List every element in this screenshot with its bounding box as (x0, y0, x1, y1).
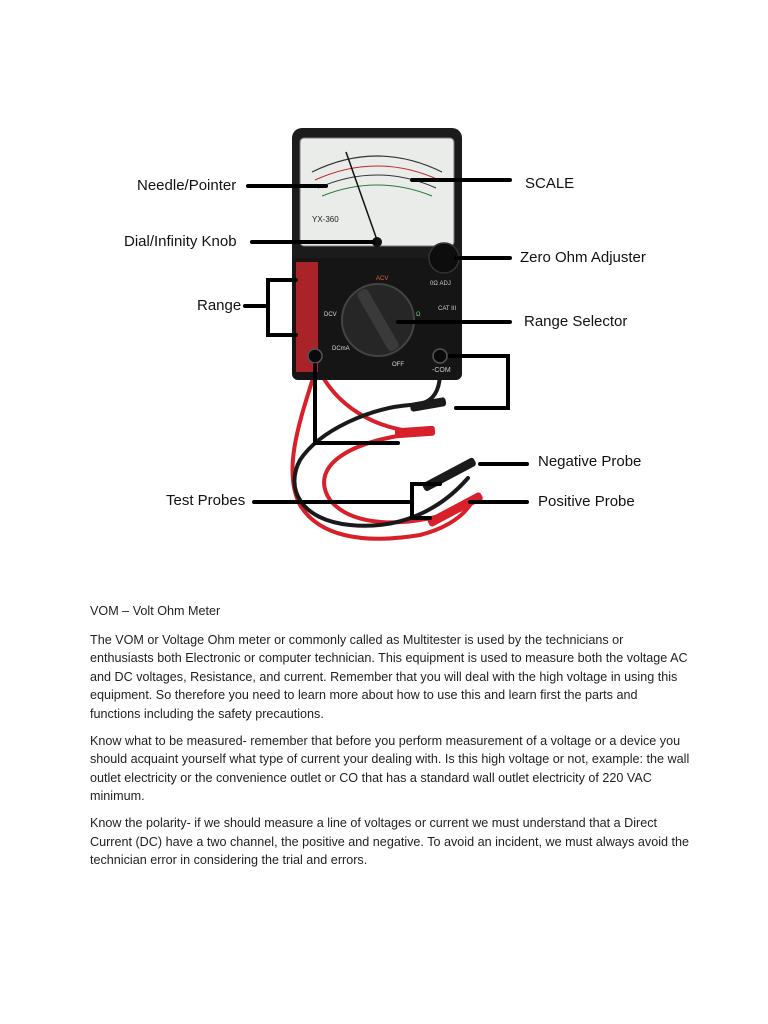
negative-probe-label: Negative Probe (538, 453, 642, 470)
positive-probe (427, 491, 484, 527)
dial-infinity-knob-label: Dial/Infinity Knob (124, 233, 237, 250)
meter-body (292, 128, 462, 380)
dial-mark-dcv: DCV (324, 312, 337, 318)
paragraph-intro: The VOM or Voltage Ohm meter or commonly called as Multitester is used by the technicians or enthusiasts both Electronic or computer technician. This equipment is used to measure both the voltage AC and DC voltages, Resistance, and current. Remember that you will deal with the high voltage in using this equipment. So therefore you need to learn more about how to use this and learn first the parts and functions including the safety precautions. (90, 632, 688, 721)
paragraph-measure: Know what to be measured- remember that before you perform measurement of a voltage or a device you should acquaint yourself what type of current your dealing with. Is this high voltage or not, example: the wall outlet electricity or the convenience outlet or CO that has a standard wall outlet electricity of 220 VAC minimum. (90, 733, 690, 804)
red-probe-tip (395, 426, 436, 439)
dial-mark-acv: ACV (376, 276, 389, 282)
positive-probe-label: Positive Probe (538, 493, 635, 510)
scale-label: SCALE (525, 175, 575, 192)
meter-model-label: YX-360 (312, 215, 339, 224)
range-selector-label: Range Selector (524, 313, 628, 330)
test-probes-label: Test Probes (166, 492, 246, 509)
paragraph-polarity: Know the polarity- if we should measure a line of voltages or current we must understand that a Direct Current (DC) have a two channel, the positive and negative. To avoid an incident, we must always avoid the technician error in considering the trial and errors. (90, 815, 690, 868)
document-title: VOM – Volt Ohm Meter (90, 604, 221, 618)
dial-mark-off: OFF (392, 362, 404, 368)
range-label: Range (197, 297, 242, 314)
needle-pointer-label: Needle/Pointer (137, 177, 237, 194)
dial-mark-dcma: DCmA (332, 346, 350, 352)
adj-label: 0Ω ADJ (430, 281, 451, 287)
cat-label: CAT III (438, 306, 457, 312)
com-jack-label: -COM (432, 367, 451, 374)
zero-ohm-adjuster-label: Zero Ohm Adjuster (520, 249, 646, 266)
negative-probe (422, 457, 477, 492)
dial-mark-ohm: Ω (416, 312, 421, 318)
document-body (90, 602, 690, 878)
